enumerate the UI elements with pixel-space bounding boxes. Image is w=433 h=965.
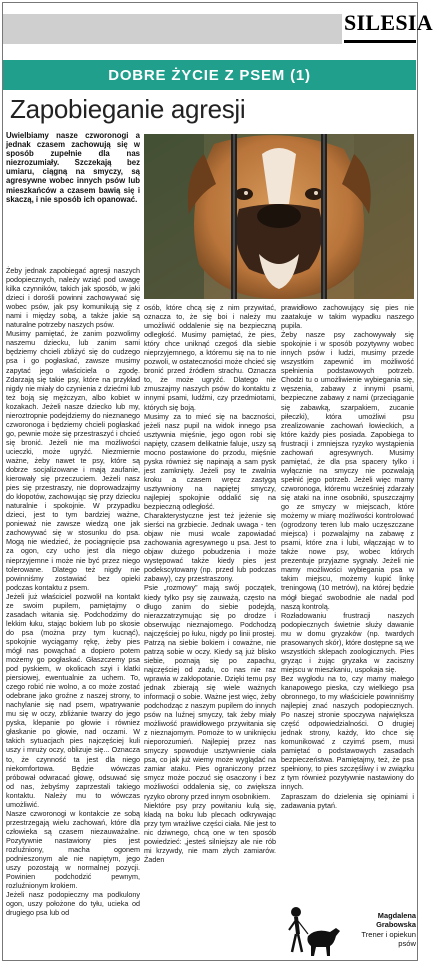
dog-silhouette-icon — [286, 904, 346, 960]
dog-photo-illustration — [144, 134, 414, 299]
author-name: Magdalena Grabowska — [376, 911, 416, 929]
series-title: DOBRE ŻYCIE Z PSEM (1) — [108, 66, 311, 84]
boxer-dog-photo — [144, 134, 414, 299]
section-underline — [344, 40, 416, 43]
article-column-2: osób, które chcą się z nim przywitać, oznacza to, że się boi i należy mu umożliwić oddalenie się na bezpieczną odległość. Musimy pamiętać, że pies, który chce uniknąć czegoś dla siebie nieprzyjemnego, a któremu się na to nie pozwoli, w ostateczności może chcieć się bronić przed źródłem strachu. Oznacza to, że może ugryźć. Dlatego nie zmuszajmy naszych psów do kontaktu z innymi psami, ludźmi, czy przedmiotami, których się boją. Musimy za to mieć się na baczności, jeżeli nasz pupil na widok innego psa usztywnia mięśnie, jego ogon robi się napięty, czasem delikatnie faluje, uszy są mocno postawione do przodu, mięśnie pyska również się napinają a sam pysk jest zamknięty. Jeżeli psy te zwalnia kroku a czasem wręcz zastygą usztywniony na napiętej smyczy, najlepiej spokojnie oddalić się na bezpieczną odległość. Charakterystyczne jest też jeżenie się sierści na grzbiecie. Jednak uwaga - ten objaw nie musi wcale zapowiadać zachowania agresywnego u psa. Jest to objaw dużego pobudzenia i może występować także kiedy pies jest podekscytowany (np. przed lub podczas zabawy), czy przestraszony. Psie „rozmowy” mają swój początek, kiedy tylko psy się zauważą, często na długo zanim do siebie podejdą, nierazzatrzymując się po drodze i obserwując nieznajomego. Podchodzą najczęściej po łuku, nigdy po linii prostej. Patrzą na siebie bokiem i coważne, nie patrzą sobie w oczy. Kiedy są już blisko siebie, poznają się po zapachu, najczęściej od zadu, co nas nie raz wprawia w zakłopotanie. Dzięki temu psy jednak zbierają się wiele ważnych informacji o sobie. Ważne jest więc, żeby podchodząc z naszym pupilem do innych psów na luźnej smyczy, tak żeby miały możliwość prawidłowego przywitania się z nieznajomym. Pomoże to w uniknięciu nieporozumień. Najlepiej przez nas smyczy spowoduje usztywnienie ciała psa, co jak już wiemy może wyglądać na zamiar ataku. Pies ograniczony przez smycz może poczuć się osaczony i bez możliwości oddalenia się, co zwiększa ryzyko obrony przed innym osobnikiem. Niektóre psy przy powitaniu kulą się, kładą na boku lub plecach odkrywając przy tym wrażliwe części ciała. Nie jest to nic dziwnego, chcą one w ten sposób powiedzieć: „jesteś silniejszy ale nie rób mi krzywdy, nie mam złych zamiarów. Żaden — [144, 303, 276, 864]
section-title: SILESIA — [344, 10, 433, 35]
article-title: Zapobieganie agresji — [10, 93, 246, 124]
article-column-1: Żeby jednak zapobiegać agresji naszych podopiecznych, należy wziąć pod uwagę kilka czynników, takich jak sposób, w jaki dzieci i dorośli powinni zachowywać się wobec psów, jak psy komunikują się z nami i między sobą, a także jakie są naturalne potrzeby naszych psów. Musimy pamiętać, że zanim pozwolimy naszemu dziecku, lub zanim sami będziemy chcieli zbliżyć się do cudzego psa i go pogłaskać, zawsze musimy zapytać jego właściciela o zgodę. Zdarzają się takie psy, które na przykład nigdy nie miały do czynienia z dziećmi lub też boją się mężczyzn, albo kobiet w kozakach. Jeżeli nasze dziecko lub my, nieroztropnie podejdziemy do nieznanego czworonoga i będziemy chcieli pogłaskać go, pewnie może się przestraszyć i chcieć się bronić. Jeżeli nie ma możliwości ucieczki, może ugryźć. Niezmiernie ważne, żeby nawet te psy, które są dobrze socjalizowane i mają zaufanie, kierowały się przeczuciem. Jeżeli nasz pies się przestraszy, nie doprowadzajmy do kłopotów, zachowując się przy dziecku naturalnie i spokojnie. W przypadku dzieci, jest to tym bardziej ważne, ponieważ nie zawsze wiedzą one jak zachowywać się w stosunku do psa. Mogą nie wiedzieć, że pociągnięcie psa za ogon, czy ucho jest dla niego nieprzyjemne i może nie być przez niego tolerowane. Dlatego też nigdy nie powinniśmy zostawiać bez opieki podczas kontaktu z psem. Jeżeli już właściciel pozwolił na kontakt ze swoim pupilem, pamiętajmy o zasadach witania się. Podchodzimy do lekkim łuku, stając bokiem lub po skosie do psa (można przy tym kucnąć), spokojnie wyciągamy rękę, żeby pies mógł nas powąchać a dopiero potem możemy go pogłaskać. Głaszczemy psa pod pyskiem, w okolicach szyi i klatki piersiowej, ewentualnie za uchem. To, czego robić nie wolno, a co może zostać odebrane jako groźne z naszej strony, to nachylanie się nad psem, wpatrywanie mu się w oczy, zbliżanie twarzy do jego pyska, klepanie po głowie i równiez głaskanie po głowie, nad oczami. W takich sytuacjach pies najczęściej kuli uszy i mruży oczy, oblizuje się... Oznacza to, że czynność ta jest dla niego niekomfortowa. Będzie wówczas próbował odwracać głowę, odsuwać się od nas, żebyśmy zaprzestali takiego kontaktu. Należy mu to wówczas umożliwić. Nasze czworonogi w kontakcie ze sobą przestrzegają wielu zachowań, które dla człowieka są czasem niezauważalne. Pozytywnie nastawiony pies jest rozluźniony, macha ogonem podnieszonym ale nie napiętym, jego uszy pozostają w normalnej pozycji. Powinien podchodzić pewnym, rozluźnionym krokiem. Jeżeli nasz podopieczny ma podkulony ogon, uszy położone do tyłu, ucieka od drugiego psa lub od — [6, 266, 140, 918]
article-lead: Uwielbiamy nasze czworonogi a jednak czasem zachowują się w sposób zupełnie dla nas niezrozumiały. Szczekają bez umiaru, ciągną na smyczy, są agresywne wobec innych psów lub mieszkańców a czasem bawią się i skaczą, i nie sposób ich opanować. — [6, 131, 140, 204]
author-role: Trener i opiekun psów — [361, 930, 416, 948]
article-column-3: prawidłowo zachowujący się pies nie zaatakuje w takim wypadku naszego pupila. Żeby nasze psy zachowywały się spokojnie i w sposób pozytywny wobec innych psów i ludzi, musimy przede wszystkim zapewnić im możliwość spełnienia podstawowych potrzeb. Chodzi tu o umożliwienie wybiegania się, węszenia, zabawy z innymi psami, bezpieczne zabawy z nami (przeciąganie się zabawką, szarpakiem, zucanie piłeczki), która umożliwi psu zrealizowanie zachowań łowieckich, a które każdy pies posiada. Zapobiega to frustracji i zmniejsza ryzyko wystąpienia zachowań agresywnych. Musimy pamiętać, że dla psa spacery tylko i wyłącznie na smyczy nie pozwalają spełnić jego potrzeb. Jeżeli więc mamy czworonoga, któremu wcześniej zdarzały się ataki na inne osobniki, spuszczajmy go ze smyczy w miejscach, które możemy w miarę możliwości kontrolować (ogrodzony teren lub mało uczęszczane miejsca) i pozwalajmy na zabawę z psami, które zna i lubi, włączając w to także nowe psy, wobec których prezentuje przyjazne sygnały. Jeżeli nie mamy możliwości wybiegania psa w takim miejscu, możemy kupić linkę treningową (10 metrów), na której będzie mógł biegać swobodnie ale nadal pod naszą kontrolą. Rozładowaniu frustracji naszych podopiecznych świetnie służy dawanie mu w domu gryzaków (np. twardych prasowanych skór), które dostępne są we wszystkich sklepach zoologicznych. Pies gryząc i żując gryzaka w zaciszny miejscu w mieszkaniu, uspokaja się. Bez wygłodu na to, czy mamy małego kanapowego pieska, czy wielkiego psa obronnego, to my właściciele powinniśmy najlepiej znać naszych podopiecznych. Po naszej stronie spoczywa największa część odpowiedzialności. O drugiej jednak strony, każdy, kto chce się komunikować z czyimś psem, musi pamiętać o podstawowych zasadach bezpieczeństwa. Pamiętajmy, też, że psa spełniony, to pies szczęśliwy i w związku z tym również pozytywnie nastawiony do innych. Zapraszam do dzielenia się opiniami i zadawania pytań. — [281, 303, 414, 810]
series-banner — [3, 60, 416, 90]
header-bar — [3, 14, 342, 44]
